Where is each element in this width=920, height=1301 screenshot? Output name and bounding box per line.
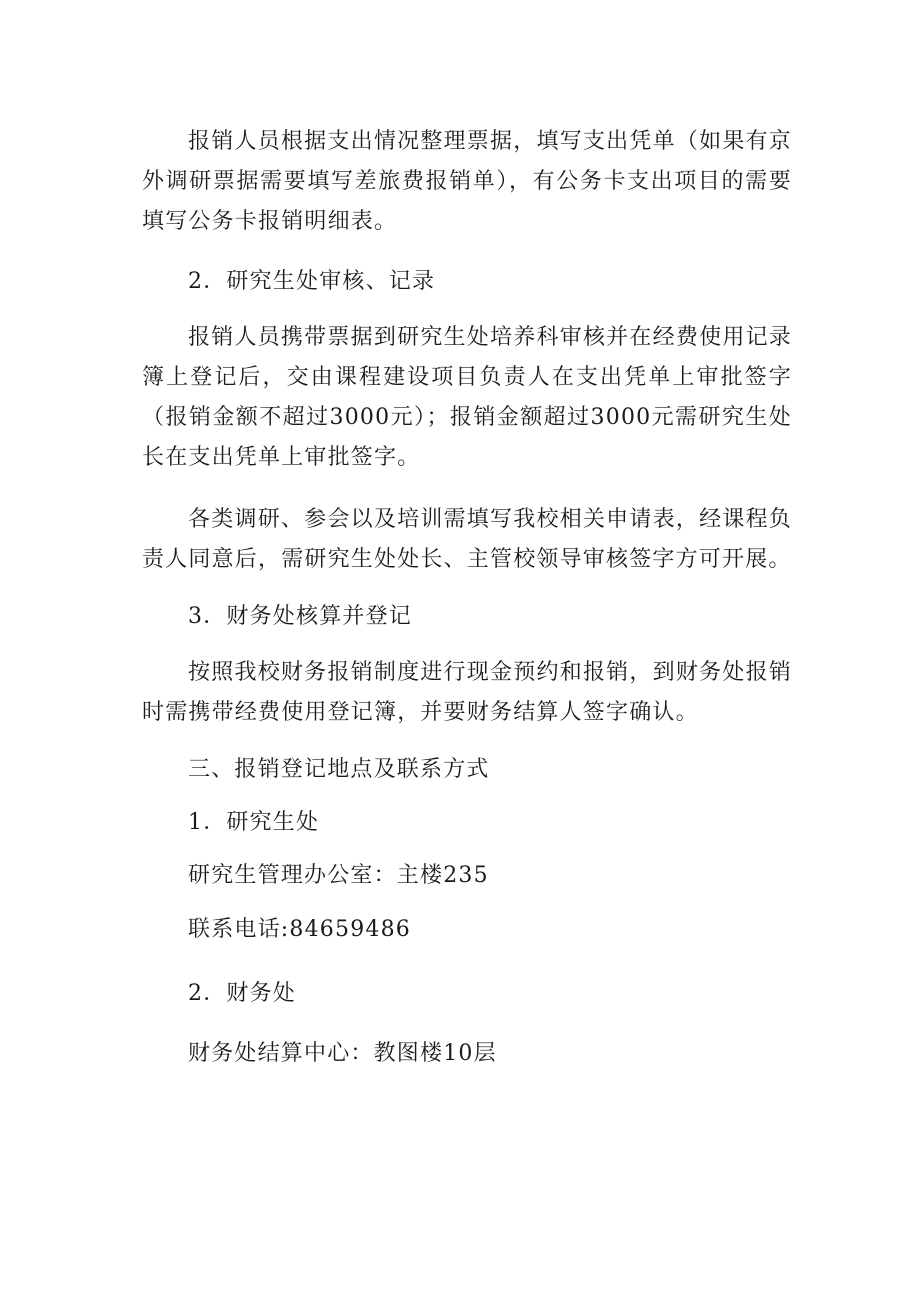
heading-step-3: 3．财务处核算并登记 [188,604,412,629]
heading-step-2: 2．研究生处审核、记录 [188,269,436,294]
heading-section-3: 三、报销登记地点及联系方式 [188,757,490,782]
office-1-phone: 联系电话:84659486 [188,917,411,942]
paragraph-survey-approval: 各类调研、参会以及培训需填写我校相关申请表，经课程负责人同意后，需研究生处处长、主管校领导审核签字方可开展。 [142,507,792,572]
paragraph-step-3: 按照我校财务报销制度进行现金预约和报销，到财务处报销时需携带经费使用登记簿，并要财务结算人签字确认。 [142,660,792,725]
paragraph-step-2: 报销人员携带票据到研究生处培养科审核并在经费使用记录簿上登记后，交由课程建设项目负责人在支出凭单上审批签字（报销金额不超过3000元）；报销金额超过3000元需研究生处长在支出凭单上审批签字。 [142,325,792,470]
office-2-location: 财务处结算中心：教图楼10层 [188,1041,497,1066]
heading-office-2: 2．财务处 [188,981,296,1006]
heading-office-1: 1．研究生处 [188,810,320,835]
office-1-location: 研究生管理办公室：主楼235 [188,863,489,888]
paragraph-receipts: 报销人员根据支出情况整理票据，填写支出凭单（如果有京外调研票据需要填写差旅费报销单），有公务卡支出项目的需要填写公务卡报销明细表。 [142,129,792,234]
